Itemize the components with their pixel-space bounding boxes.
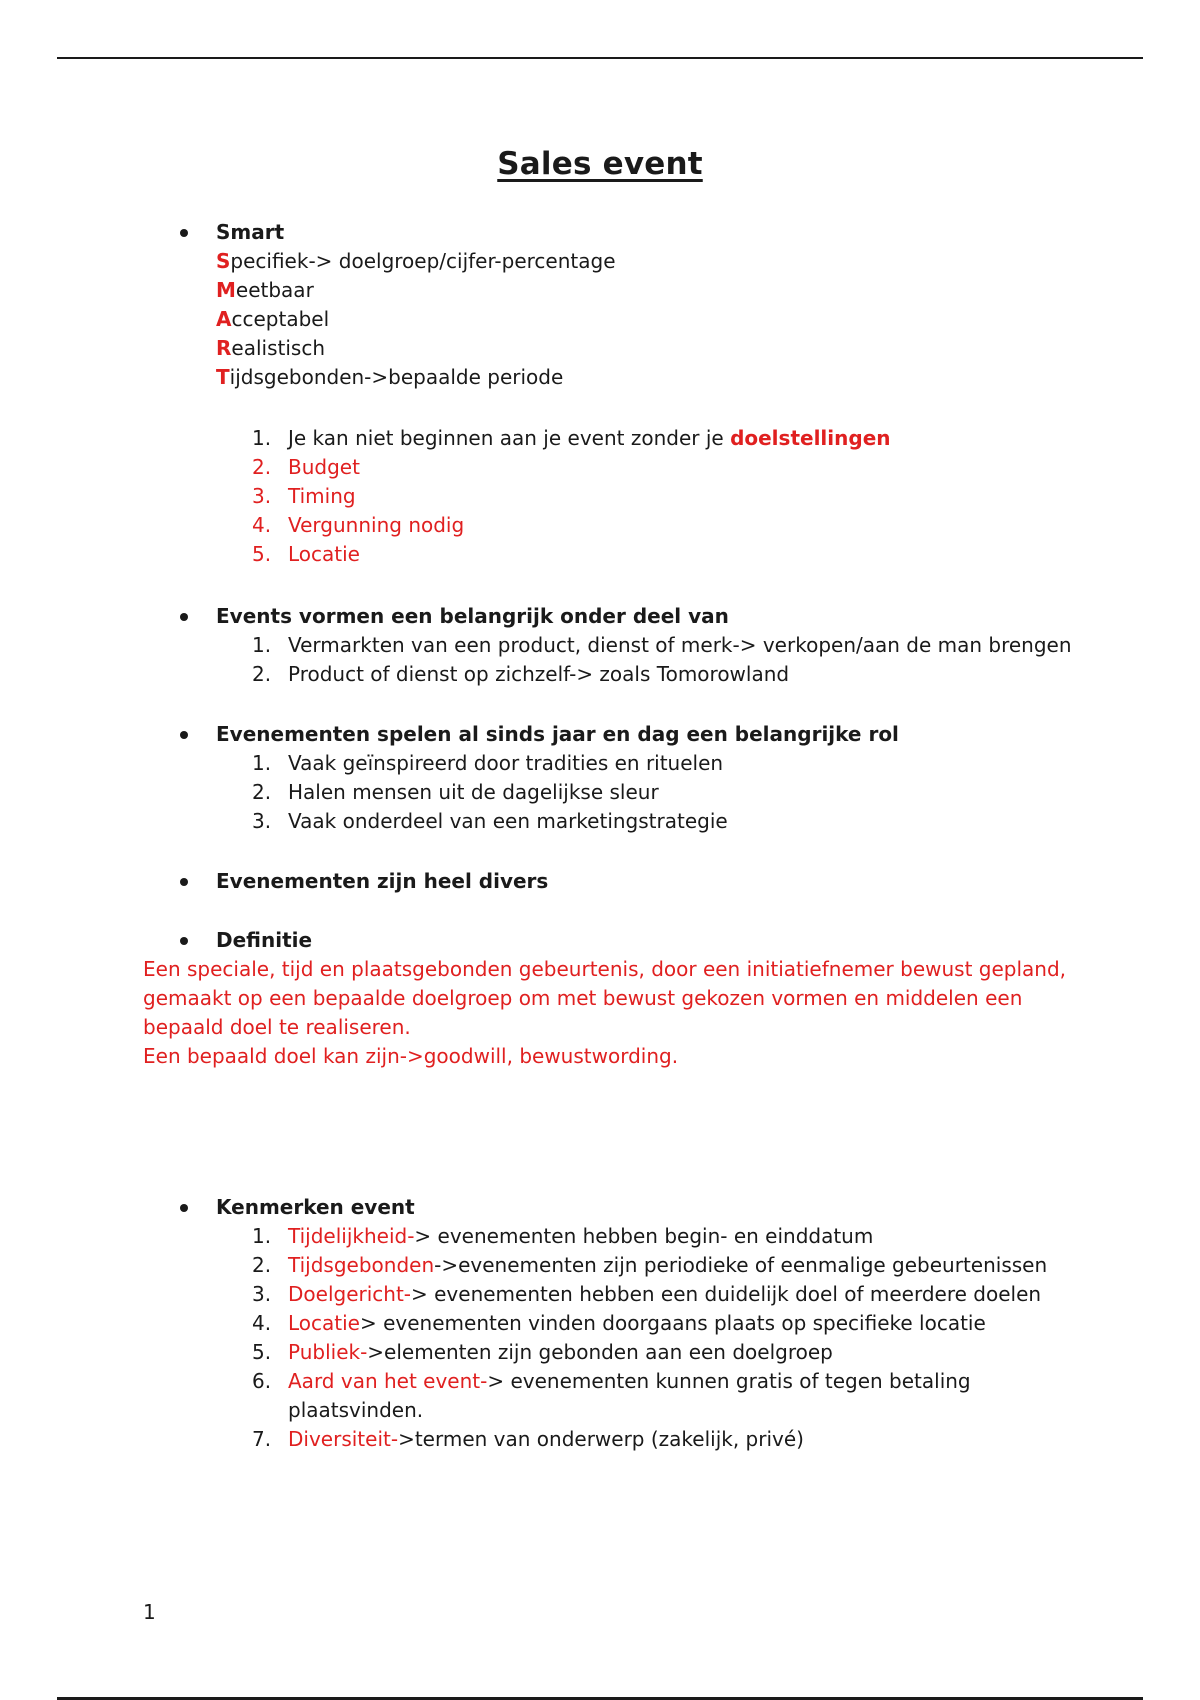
definition-section: [0, 926, 1200, 1071]
smart-steps-list: [0, 424, 1200, 569]
characteristics-section: [0, 1193, 1200, 1454]
list-item: 5. Publiek->elementen zijn gebonden aan een doelgroep: [252, 1340, 833, 1364]
definition-line: bepaald doel te realiseren.: [143, 1015, 411, 1039]
list-item: 1. Je kan niet beginnen aan je event zonder je doelstellingen: [252, 426, 891, 450]
list-item: 7. Diversiteit->termen van onderwerp (zakelijk, privé): [252, 1427, 804, 1451]
list-item: 2. Product of dienst op zichzelf-> zoals Tomorowland: [252, 662, 790, 686]
smart-item: Specifiek-> doelgroep/cijfer-percentage: [216, 249, 616, 273]
list-item: 3. Vaak onderdeel van een marketingstrategie: [252, 809, 728, 833]
smart-item: Meetbaar: [216, 278, 314, 302]
characteristics-heading: Kenmerken event: [0, 1193, 1200, 1222]
events-diverse-heading: Evenementen zijn heel divers: [0, 867, 1200, 896]
list-item: 2. Halen mensen uit de dagelijkse sleur: [252, 780, 659, 804]
list-item: 4. Locatie> evenementen vinden doorgaans plaats op specifieke locatie: [252, 1311, 986, 1335]
smart-item: Realistisch: [216, 336, 325, 360]
events-diverse-section: [0, 867, 1200, 896]
list-item: 6. Aard van het event-> evenementen kunnen gratis of tegen betaling: [252, 1369, 971, 1393]
list-item: 2. Tijdsgebonden->evenementen zijn periodieke of eenmalige gebeurtenissen: [252, 1253, 1048, 1277]
list-item: 3. Timing: [252, 484, 356, 508]
header-rule: [57, 57, 1143, 59]
list-item: 3. Doelgericht-> evenementen hebben een duidelijk doel of meerdere doelen: [252, 1282, 1042, 1306]
smart-section: [0, 218, 1200, 392]
list-item: 2. Budget: [252, 455, 360, 479]
page-title: Sales event: [497, 146, 703, 182]
list-item: 4. Vergunning nodig: [252, 513, 465, 537]
definition-line: Een speciale, tijd en plaatsgebonden gebeurtenis, door een initiatiefnemer bewust gepland,: [143, 957, 1067, 981]
events-part-heading: Events vormen een belangrijk onder deel van: [0, 602, 1200, 631]
list-item: 5. Locatie: [252, 542, 360, 566]
smart-item: Tijdsgebonden->bepaalde periode: [216, 365, 564, 389]
list-item: 1. Tijdelijkheid-> evenementen hebben begin- en einddatum: [252, 1224, 874, 1248]
list-item: 1. Vaak geïnspireerd door tradities en rituelen: [252, 751, 724, 775]
definition-line: gemaakt op een bepaalde doelgroep om met bewust gekozen vormen en middelen een: [143, 986, 1023, 1010]
events-role-heading: Evenementen spelen al sinds jaar en dag een belangrijke rol: [0, 720, 1200, 749]
definition-heading: Definitie: [0, 926, 1200, 955]
smart-heading: Smart: [0, 218, 1200, 247]
events-role-section: [0, 720, 1200, 836]
list-item: 1. Vermarkten van een product, dienst of merk-> verkopen/aan de man brengen: [252, 633, 1072, 657]
smart-item: Acceptabel: [216, 307, 330, 331]
list-item-continuation: plaatsvinden.: [288, 1398, 424, 1422]
definition-line: Een bepaald doel kan zijn->goodwill, bewustwording.: [143, 1044, 679, 1068]
page-number: 1: [143, 1600, 156, 1624]
events-part-section: [0, 602, 1200, 689]
